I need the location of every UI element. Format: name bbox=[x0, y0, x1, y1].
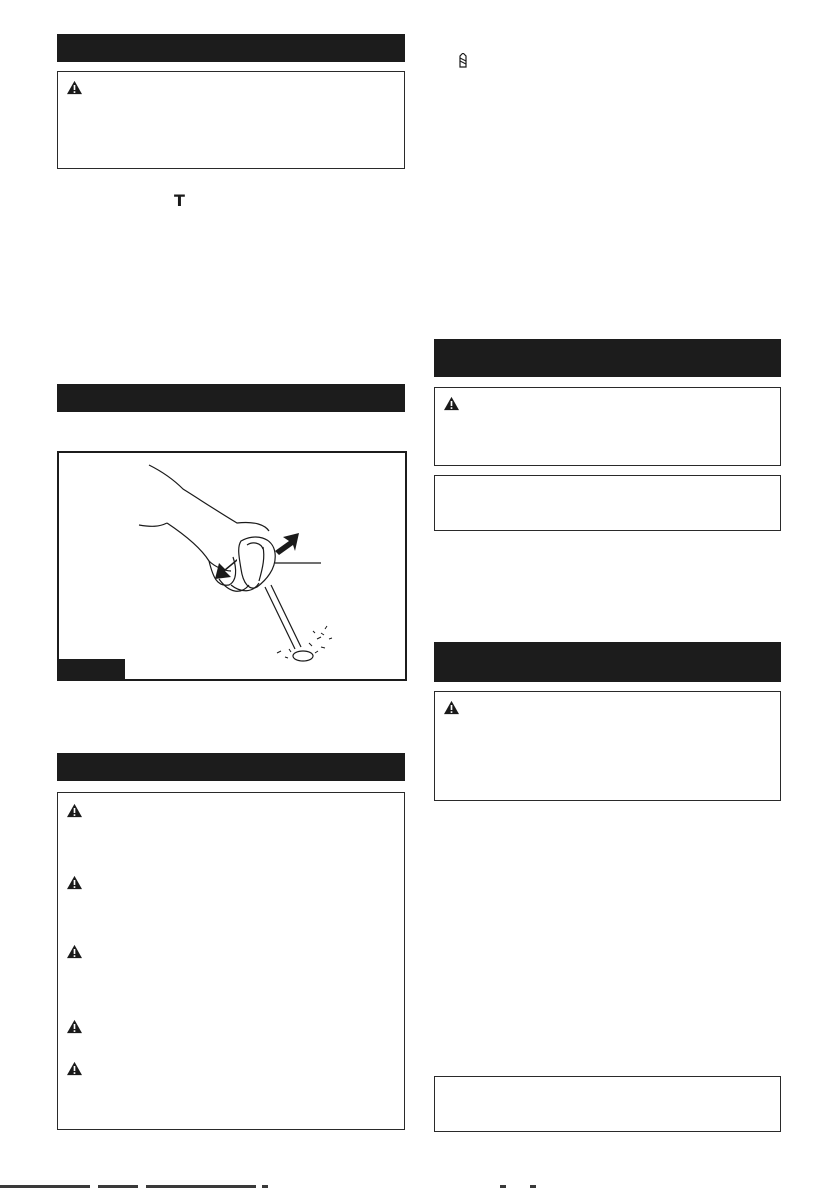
section-heading-bar bbox=[434, 642, 781, 682]
warning-triangle-icon bbox=[66, 1019, 83, 1034]
warning-box bbox=[57, 792, 405, 1130]
blow-out-bulb-figure bbox=[57, 451, 407, 681]
warning-box bbox=[434, 691, 781, 801]
cut-off-text-strip bbox=[0, 1185, 560, 1188]
arrow-icon bbox=[275, 533, 299, 555]
warning-triangle-icon bbox=[66, 1061, 83, 1076]
warning-box bbox=[57, 71, 405, 169]
hand-with-blow-out-bulb-illustration bbox=[59, 453, 405, 679]
notice-box bbox=[434, 1076, 781, 1132]
warning-triangle-icon bbox=[66, 803, 83, 818]
section-heading-bar bbox=[57, 753, 405, 781]
warning-triangle-icon bbox=[66, 80, 83, 95]
warning-triangle-icon bbox=[66, 875, 83, 890]
section-heading-bar bbox=[57, 384, 405, 412]
drill-bit-icon bbox=[459, 53, 467, 69]
hammer-icon: T bbox=[174, 191, 185, 210]
notice-box bbox=[434, 475, 781, 531]
warning-triangle-icon bbox=[443, 700, 460, 715]
warning-triangle-icon bbox=[66, 944, 83, 959]
arrow-icon bbox=[215, 559, 237, 579]
section-heading-bar bbox=[57, 34, 405, 62]
warning-triangle-icon bbox=[443, 396, 460, 411]
warning-box bbox=[434, 387, 781, 466]
section-heading-bar bbox=[434, 339, 781, 377]
figure-label bbox=[59, 659, 125, 679]
